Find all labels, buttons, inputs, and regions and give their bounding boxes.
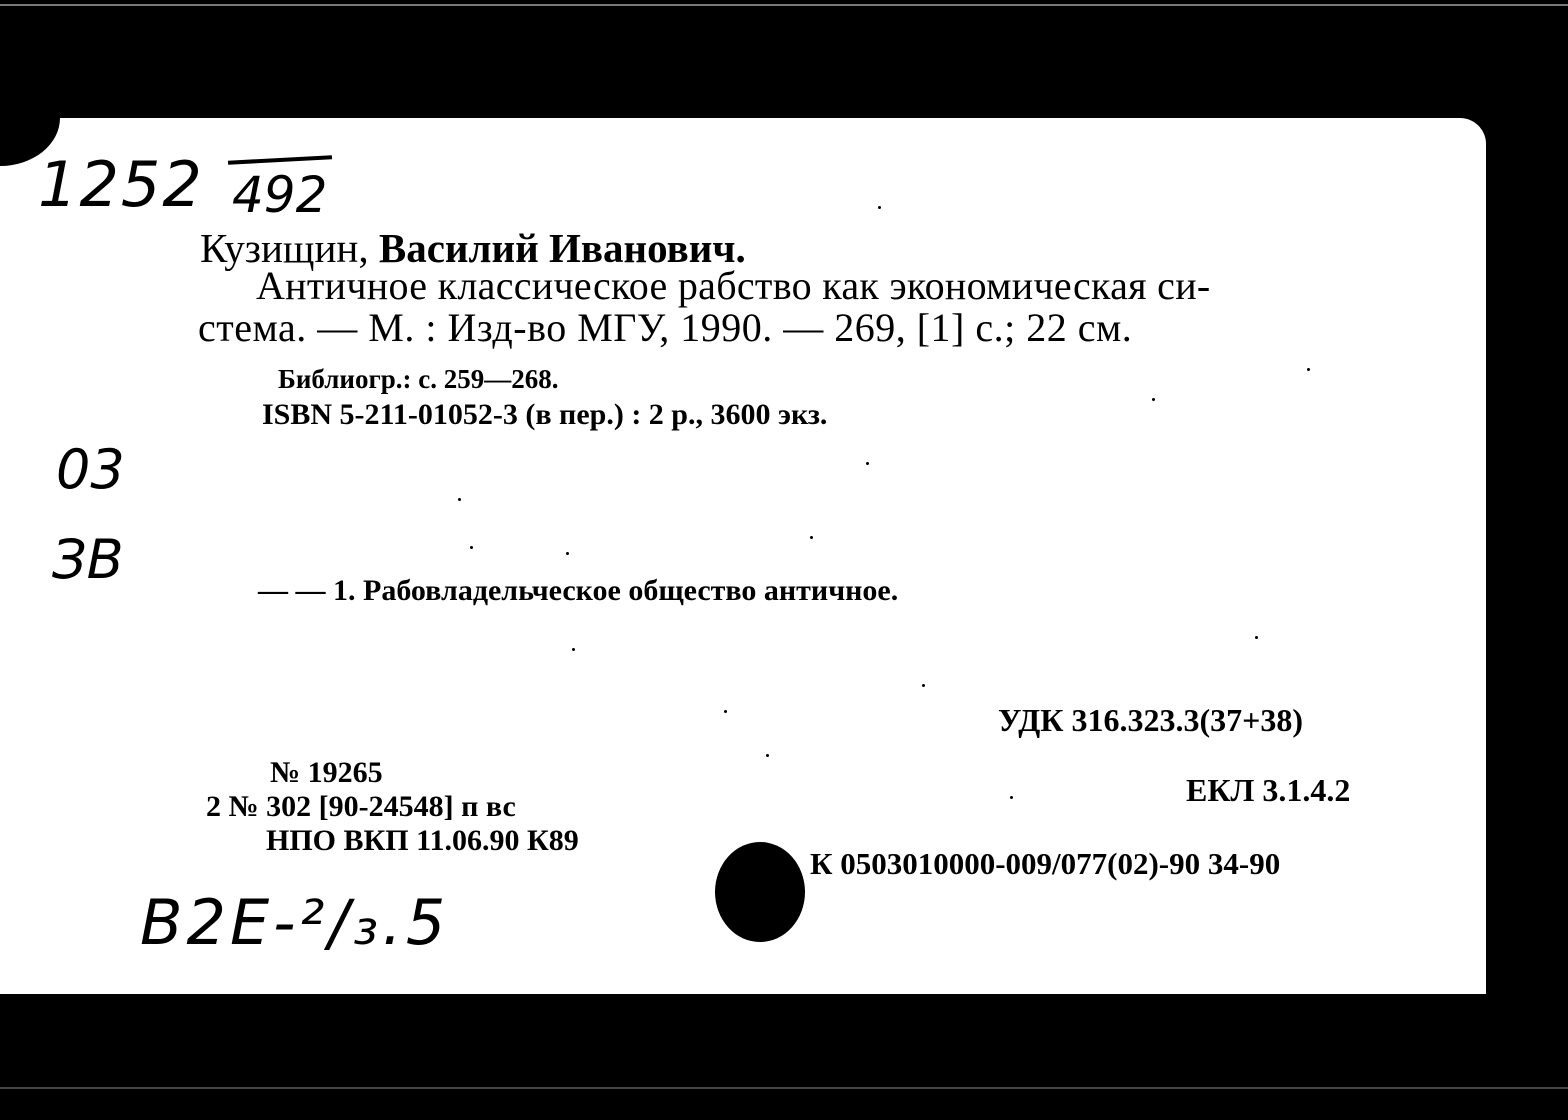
scan-speck — [470, 546, 473, 549]
scan-speck — [566, 552, 569, 555]
order-line-3: НПО ВКП 11.06.90 К89 — [266, 824, 579, 857]
k-code: К 0503010000-009/077(02)-90 34-90 — [810, 846, 1281, 881]
scan-speck — [1307, 368, 1310, 371]
catalog-card — [0, 118, 1486, 994]
scan-speck — [1255, 636, 1258, 639]
scan-speck — [810, 536, 813, 539]
handwritten-mark-zv: ЗВ — [52, 528, 124, 591]
author-surname: Кузищин, — [200, 225, 369, 271]
scan-speck — [572, 648, 575, 651]
subject-heading: — — 1. Рабовладельческое общество античное. — [258, 574, 899, 607]
handwritten-mark-03: 03 — [56, 438, 125, 501]
bibliography-note: Библиогр.: с. 259—268. — [278, 364, 559, 394]
scan-speck — [866, 462, 869, 465]
order-number: № 19265 — [270, 756, 383, 789]
scan-speck — [1010, 796, 1013, 799]
author-given-names: Василий Иванович. — [378, 225, 746, 271]
scan-top-border — [0, 4, 1568, 6]
handwritten-bottom-code: B2E-²/₃.5 — [140, 886, 450, 959]
scan-speck — [1152, 398, 1155, 401]
isbn-line: ISBN 5-211-01052-3 (в пер.) : 2 р., 3600 экз. — [262, 398, 828, 431]
scan-speck — [724, 710, 727, 713]
handwritten-shelf-number: 1252 — [38, 148, 204, 221]
order-line-2: 2 № 302 [90-24548] п вс — [206, 790, 516, 823]
scan-bottom-border — [0, 1087, 1568, 1089]
ekl-code: ЕКЛ 3.1.4.2 — [1186, 772, 1351, 808]
scan-speck — [878, 206, 881, 209]
title-line-1: Античное классическое рабство как экономическая си- — [256, 263, 1211, 308]
scan-speck — [766, 754, 769, 757]
title-line-2: стема. — М. : Изд-во МГУ, 1990. — 269, [1] с.; 22 см. — [198, 305, 1133, 350]
handwritten-shelf-fraction: 492 — [232, 166, 328, 224]
udk-code: УДК 316.323.3(37+38) — [998, 702, 1304, 738]
scan-speck — [922, 684, 925, 687]
fraction-bar — [228, 155, 332, 164]
punch-hole — [715, 842, 805, 942]
scan-speck — [458, 498, 461, 501]
